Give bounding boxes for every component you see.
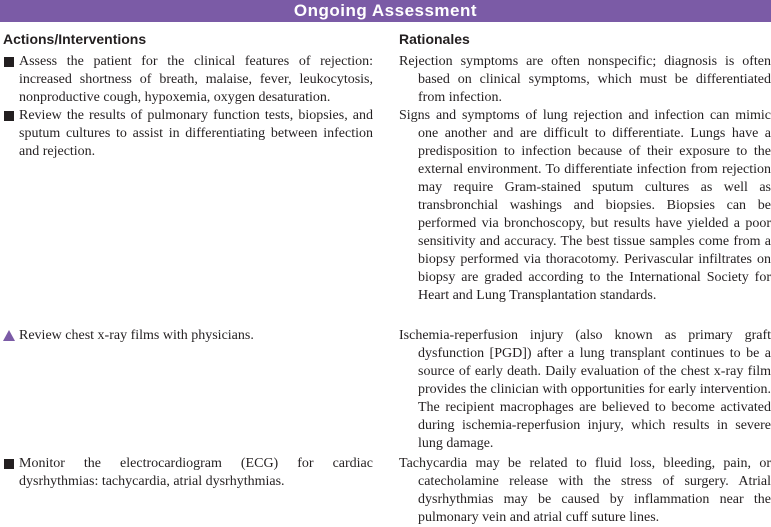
rationale-text: Tachycardia may be related to fluid loss, bleeding, pain, or catecholamine release with the stress of surgery. Atrial dysrhythmias may be caused by inflammation near the pulmonary vein and atrial cuff suture lines.	[399, 456, 771, 525]
action-text: Assess the patient for the clinical features of rejection: increased shortness of breath, malaise, fever, leukocytosis, nonproductive cough, hypoxemia, oxygen desaturation.	[19, 54, 373, 105]
action-cell	[3, 455, 373, 491]
rationale-text: Ischemia-reperfusion injury (also known as primary graft dysfunction [PGD]) after a lung transplant continues to be a source of early death. Daily evaluation of the chest x-ray film provides the clinician with opportunities for early intervention. The recipient macrophages are believed to become activated during ischemia-reperfusion injury, which results in severe lung damage.	[399, 328, 771, 451]
rationale-cell	[399, 107, 771, 305]
action-cell	[3, 53, 373, 107]
actions-column-header: Actions/Interventions	[3, 31, 147, 47]
rationale-cell	[399, 53, 771, 107]
action-text: Review the results of pulmonary function tests, biopsies, and sputum cultures to assist in differentiating between infection and rejection.	[19, 108, 373, 159]
square-bullet-icon	[3, 53, 17, 71]
rationale-text: Signs and symptoms of lung rejection and infection can mimic one another and are difficult to differentiate. Lungs have a predisposition to infection because of their exposure to the external environment. To differentiate infection from rejection may require Gram-stained sputum cultures as well as transbronchial washings and biopsies. Biopsies can be performed via bronchoscopy, but results have yielded a poor sensitivity and accuracy. The best tissue samples come from a biopsy performed via thoracotomy. Perivascular infiltrates on biopsy are graded according to the International Society for Heart and Lung Transplantation standards.	[399, 108, 771, 303]
section-banner	[0, 0, 771, 22]
square-bullet-icon	[3, 455, 17, 473]
action-cell	[3, 107, 373, 161]
action-text: Review chest x-ray films with physicians.	[19, 328, 254, 343]
square-bullet-icon	[3, 107, 17, 125]
action-text: Monitor the electrocardiogram (ECG) for cardiac dysrhythmias: tachycardia, atrial dysrhythmias.	[19, 456, 373, 489]
rationale-text: Rejection symptoms are often nonspecific; diagnosis is often based on clinical symptoms, which must be differentiated from infection.	[399, 54, 771, 105]
action-cell	[3, 327, 373, 345]
rationales-column-header: Rationales	[399, 31, 470, 47]
triangle-collaborative-icon	[3, 327, 17, 345]
rationale-cell	[399, 455, 771, 527]
rationale-cell	[399, 327, 771, 453]
section-title: Ongoing Assessment	[293, 1, 478, 20]
